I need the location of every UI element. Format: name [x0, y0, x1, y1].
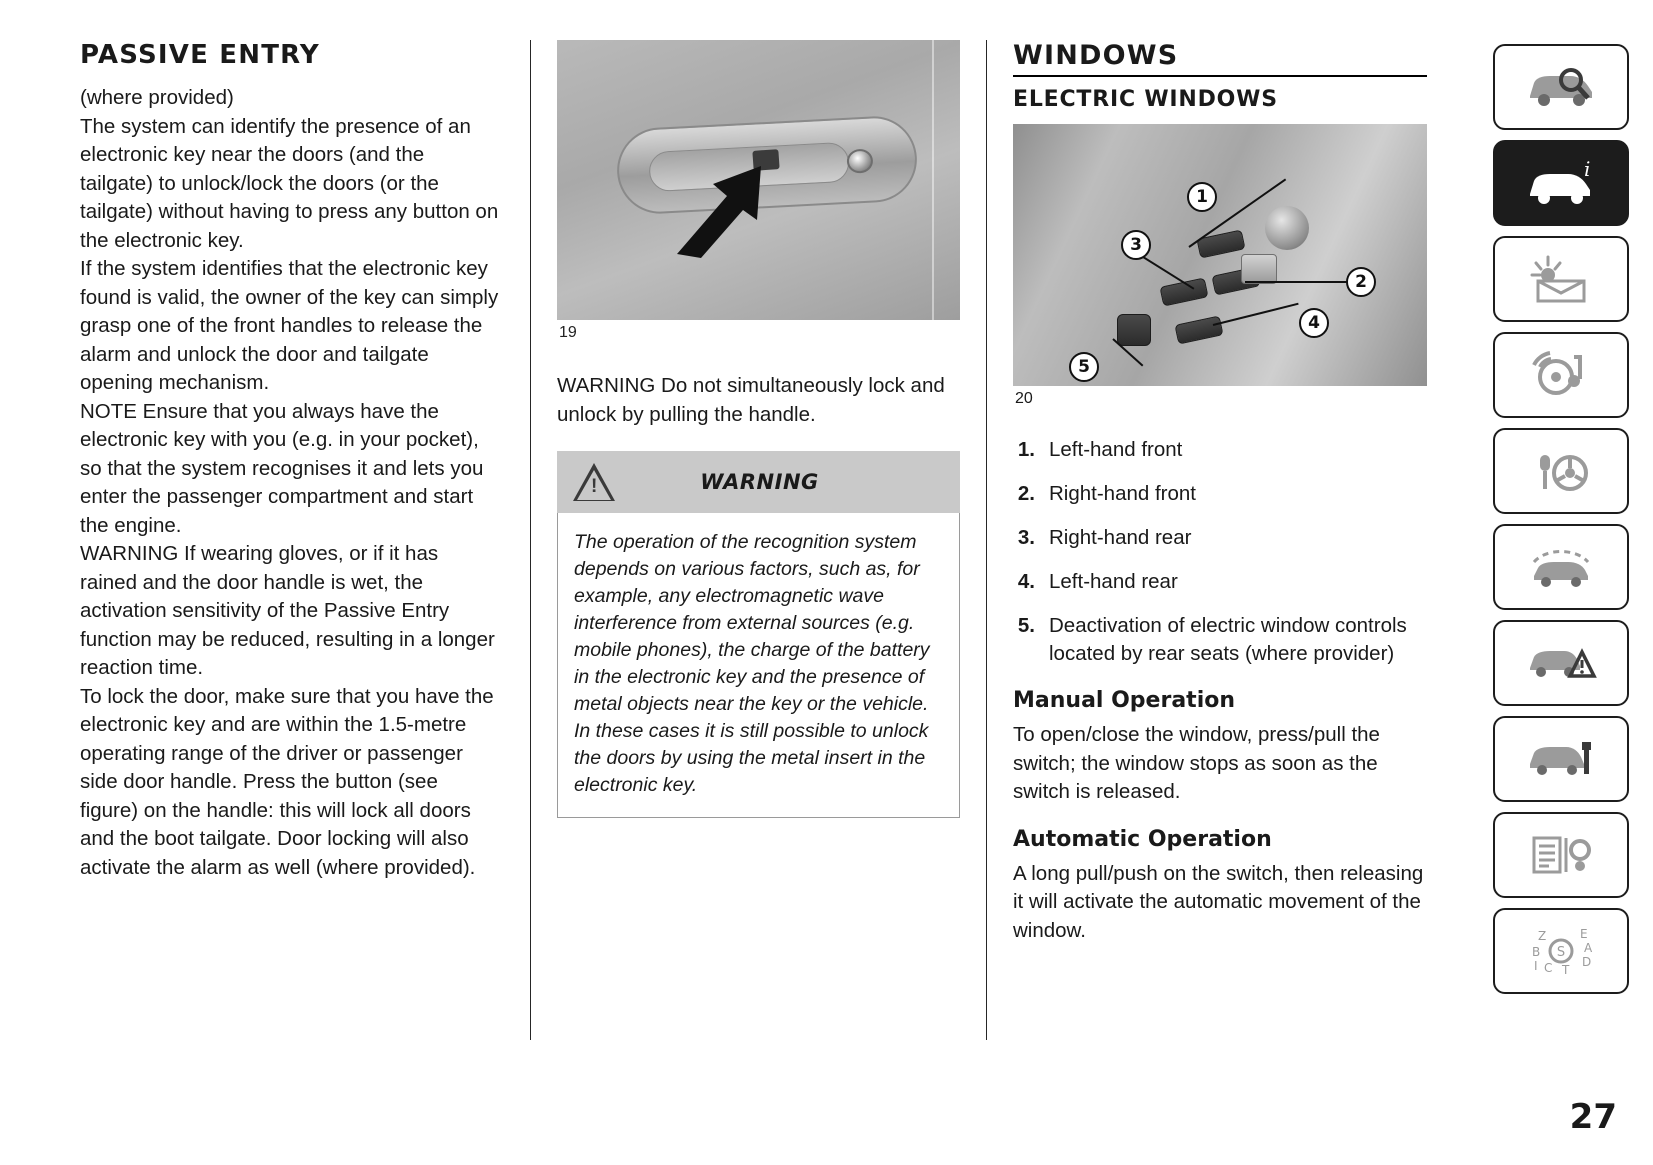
- tab-index[interactable]: [1493, 908, 1629, 994]
- list-item-number: 1.: [1017, 438, 1035, 461]
- list-item: [1013, 436, 1427, 464]
- paragraph: NOTE Ensure that you always have the electronic key with you (e.g. in your pocket), so that the system recognises it and lets you enter the passenger compartment and start the engine.: [80, 399, 484, 537]
- list-item-label: Deactivation of electric window controls located by rear seats (where provider): [1049, 614, 1407, 665]
- callout-3: 3: [1121, 230, 1151, 260]
- list-item-label: Left-hand rear: [1049, 570, 1178, 593]
- svg-text:A: A: [1584, 941, 1593, 955]
- page-number: 27: [1569, 1097, 1617, 1137]
- list-item-label: Left-hand front: [1049, 438, 1183, 461]
- car-wrench-icon: [1524, 734, 1598, 784]
- leader-line-2: [1245, 281, 1347, 283]
- svg-text:i: i: [1584, 160, 1591, 181]
- spec-list-icon: [1524, 830, 1598, 880]
- callout-2: 2: [1346, 267, 1376, 297]
- leader-line-4: [1213, 303, 1299, 326]
- list-item-number: 5.: [1017, 614, 1035, 637]
- column-passive-entry: [80, 40, 530, 1040]
- switch-left-rear: [1174, 315, 1223, 344]
- electric-windows-subtitle: ELECTRIC WINDOWS: [1013, 87, 1278, 112]
- door-edge-line: [932, 40, 934, 320]
- car-dashboard-icon: [1524, 542, 1598, 592]
- car-hazard-icon: [1524, 638, 1598, 688]
- warning-triangle-icon: !: [573, 463, 615, 501]
- list-item: [1013, 524, 1427, 552]
- figure-caption-19: 19: [559, 324, 577, 341]
- switch-rear-lockout: [1117, 314, 1151, 346]
- tab-maintenance[interactable]: [1493, 716, 1629, 802]
- mirror-adjust-knob: [1265, 206, 1309, 250]
- svg-text:C: C: [1544, 961, 1553, 975]
- svg-text:B: B: [1532, 945, 1541, 959]
- car-magnifier-icon: [1524, 64, 1598, 110]
- steering-wheel-icon: [1524, 443, 1598, 499]
- figure-window-switch-panel: [1013, 124, 1427, 386]
- list-item: [1013, 612, 1427, 668]
- radio-media-icon: [1524, 347, 1598, 403]
- svg-text:Z: Z: [1538, 929, 1547, 943]
- column-divider-1: [530, 40, 531, 1040]
- tab-technical-specs[interactable]: [1493, 812, 1629, 898]
- tab-vehicle-inspection[interactable]: [1493, 44, 1629, 130]
- windows-title: WINDOWS: [1013, 40, 1179, 71]
- window-controls-list: [1013, 436, 1427, 668]
- page-columns: [80, 40, 1623, 1040]
- section-tab-rail: [1493, 44, 1629, 994]
- warning-inline-text: WARNING Do not simultaneously lock and unlock by pulling the handle.: [557, 374, 945, 426]
- pointer-arrow-icon: [661, 162, 771, 262]
- list-item-number: 2.: [1017, 482, 1035, 505]
- list-item: [1013, 568, 1427, 596]
- tab-climate[interactable]: [1493, 236, 1629, 322]
- svg-text:D: D: [1582, 955, 1592, 969]
- tab-emergency[interactable]: [1493, 620, 1629, 706]
- tab-vehicle-info[interactable]: [1493, 140, 1629, 226]
- callout-4: 4: [1299, 308, 1329, 338]
- callout-5: 5: [1069, 352, 1099, 382]
- paragraph: To lock the door, make sure that you have the electronic key and are within the 1.5-metre operating range of the driver or passenger side door handle. Press the button (see figure) on the handle: this will lock all doors and the boot tailgate. Door locking will also activate the alarm as well (where provided).: [80, 684, 494, 879]
- figure-door-handle: [557, 40, 960, 320]
- svg-text:T: T: [1562, 963, 1570, 977]
- svg-text:S: S: [1556, 945, 1566, 960]
- tab-infotainment[interactable]: [1493, 332, 1629, 418]
- climate-sun-icon: [1524, 251, 1598, 307]
- manual-operation-text: To open/close the window, press/pull the switch; the window stops as soon as the switch is released.: [1013, 723, 1380, 803]
- warning-box-text: The operation of the recognition system depends on various factors, such as, for example, any electromagnetic wave interference from external sources (e.g. mobile phones), the charge of the battery in the electronic key and the presence of metal objects near the key or the vehicle. In these cases it is still possible to unlock the doors by using the metal insert in the electronic key.: [557, 513, 960, 818]
- mirror-select-switch: [1241, 254, 1277, 284]
- list-item: [1013, 480, 1427, 508]
- manual-operation-title: Manual Operation: [1013, 688, 1236, 713]
- automatic-operation-text: A long pull/push on the switch, then releasing it will activate the automatic movement of the window.: [1013, 861, 1424, 942]
- paragraph: WARNING If wearing gloves, or if it has rained and the door handle is wet, the activation sensitivity of the Passive Entry function may be reduced, resulting in a longer reaction time.: [80, 542, 495, 679]
- tab-starting-driving[interactable]: [1493, 428, 1629, 514]
- paragraph: If the system identifies that the electronic key found is valid, the owner of the key can simply grasp one of the front handles to release the alarm and unlock the door and tailgate opening mechanism.: [80, 257, 499, 394]
- column-windows: [987, 40, 1427, 1040]
- alphabetical-index-icon: [1524, 924, 1598, 978]
- tab-warning-lights[interactable]: [1493, 524, 1629, 610]
- list-item-label: Right-hand rear: [1049, 526, 1192, 549]
- column-divider-2: [986, 40, 987, 1040]
- title-rule: [1013, 75, 1427, 77]
- paragraph: The system can identify the presence of an electronic key near the doors (and the tailgate) to unlock/lock the doors (or the tailgate) without having to press any button on the electronic key.: [80, 114, 499, 252]
- passive-entry-body: [80, 84, 500, 882]
- svg-text:E: E: [1580, 927, 1588, 941]
- car-info-icon: [1524, 160, 1598, 206]
- handle-lock-button: [846, 148, 873, 173]
- svg-text:I: I: [1534, 959, 1538, 973]
- warning-label: WARNING: [700, 470, 819, 494]
- list-item-label: Right-hand front: [1049, 482, 1197, 505]
- page-title: PASSIVE ENTRY: [80, 40, 320, 70]
- warning-box-header: [557, 451, 960, 513]
- paragraph: (where provided): [80, 86, 234, 109]
- list-item-number: 4.: [1017, 570, 1035, 593]
- door-panel-illustration: [1013, 124, 1427, 386]
- callout-1: 1: [1187, 182, 1217, 212]
- list-item-number: 3.: [1017, 526, 1035, 549]
- figure-caption-20: 20: [1015, 390, 1033, 407]
- column-door-handle: [531, 40, 986, 1040]
- automatic-operation-title: Automatic Operation: [1013, 826, 1272, 852]
